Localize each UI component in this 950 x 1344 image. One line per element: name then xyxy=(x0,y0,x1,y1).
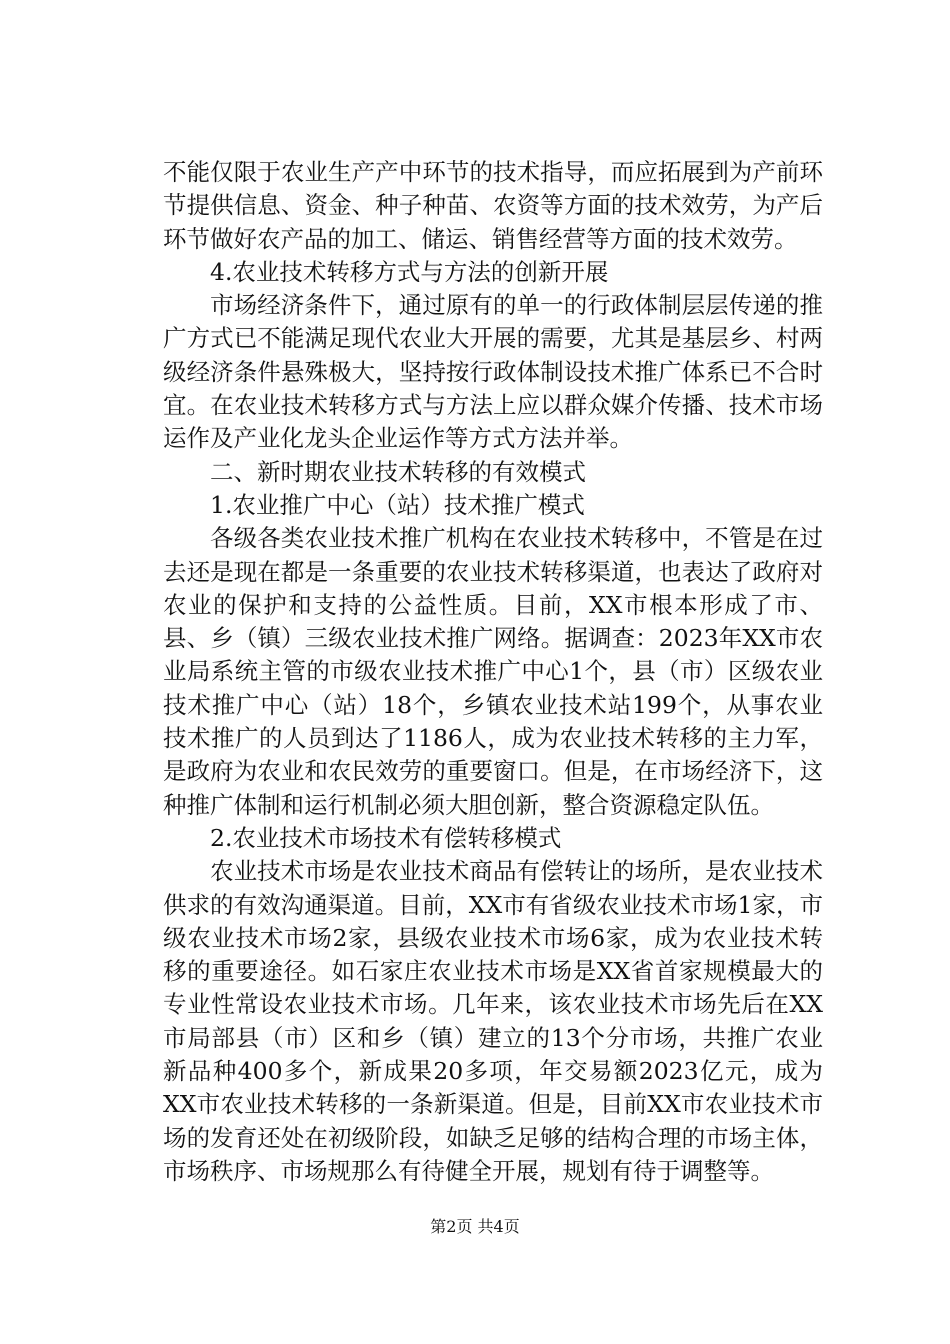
heading-section-two: 二、新时期农业技术转移的有效模式 xyxy=(210,457,586,486)
paragraph-extension-network: 各级各类农业技术推广机构在农业技术转移中，不管是在过去还是现在都是一条重要的农业技术转移渠道，也表达了政府对农业的保护和支持的公益性质。目前，XX市根本形成了市、县、乡（镇）三级农业技术推广网络。据调查：2023年XX市农业局系统主管的市级农业技术推广中心1个，县（市）区级农业技术推广中心（站）18个，乡镇农业技术站199个，从事农业技术推广的人员到达了1186人，成为农业技术转移的主力军，是政府为农业和农民效劳的重要窗口。但是，在市场经济下，这种推广体制和运行机制必须大胆创新，整合资源稳定队伍。 xyxy=(163,524,823,819)
document-body xyxy=(163,156,823,1188)
heading-extension-center-model: 1.农业推广中心（站）技术推广模式 xyxy=(210,490,585,519)
paragraph-tech-market: 农业技术市场是农业技术商品有偿转让的场所，是农业技术供求的有效沟通渠道。目前，XX市有省级农业技术市场1家，市级农业技术市场2家，县级农业技术市场6家，成为农业技术转移的重要途径。如石家庄农业技术市场是XX省首家规模最大的专业性常设农业技术市场。几年来，该农业技术市场先后在XX市局部县（市）区和乡（镇）建立的13个分市场，共推广农业新品种400多个，新成果20多项，年交易额2023亿元，成为XX市农业技术转移的一条新渠道。但是，目前XX市农业技术市场的发育还处在初级阶段，如缺乏足够的结构合理的市场主体，市场秩序、市场规那么有待健全开展，规划有待于调整等。 xyxy=(163,857,823,1185)
heading-tech-transfer-methods: 4.农业技术转移方式与方法的创新开展 xyxy=(210,257,609,286)
paragraph-market-economy: 市场经济条件下，通过原有的单一的行政体制层层传递的推广方式已不能满足现代农业大开展的需要，尤其是基层乡、村两级经济条件悬殊极大，坚持按行政体制设技术推广体系已不合时宜。在农业技术转移方式与方法上应以群众媒介传播、技术市场运作及产业化龙头企业运作等方式方法并举。 xyxy=(163,291,823,453)
page-footer: 第2页 共4页 xyxy=(430,1217,520,1236)
paragraph-intro-continuation: 不能仅限于农业生产产中环节的技术指导，而应拓展到为产前环节提供信息、资金、种子种苗、农资等方面的技术效劳，为产后环节做好农产品的加工、储运、销售经营等方面的技术效劳。 xyxy=(163,158,823,253)
heading-tech-market-model: 2.农业技术市场技术有偿转移模式 xyxy=(210,823,562,852)
